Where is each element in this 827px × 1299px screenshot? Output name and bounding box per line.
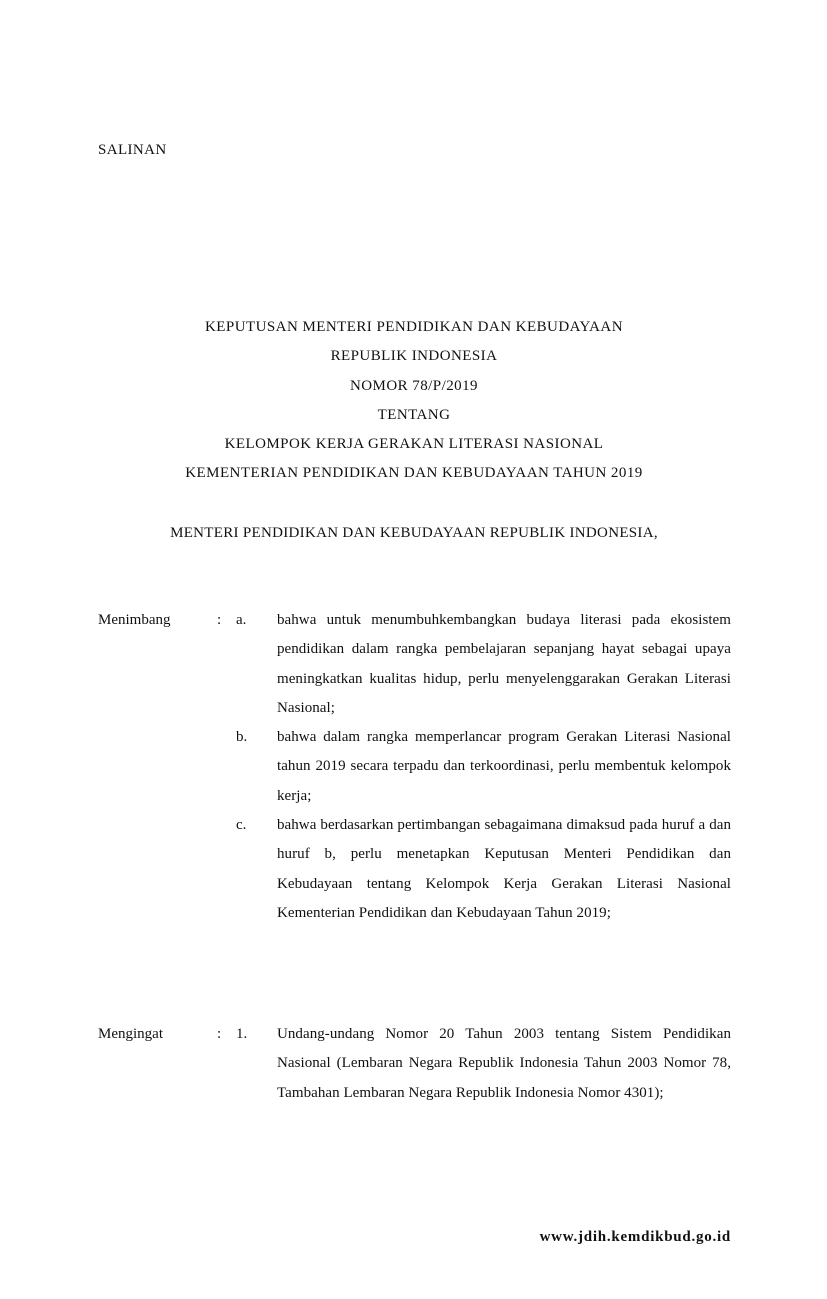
- copy-mark-salinan: SALINAN: [98, 142, 167, 158]
- section-label-mengingat: Mengingat: [98, 1026, 163, 1042]
- clause-marker-a: a.: [236, 612, 247, 628]
- section-menimbang: [98, 606, 731, 928]
- clause-marker-c: c.: [236, 817, 247, 834]
- clause-marker-b: b.: [236, 729, 248, 746]
- section-mengingat: [98, 1020, 731, 1108]
- clause-row: [98, 606, 731, 723]
- title-line-6: KEMENTERIAN PENDIDIKAN DAN KEBUDAYAAN TAHUN 2019: [185, 465, 643, 482]
- footer-url: www.jdih.kemdikbud.go.id: [539, 1229, 731, 1245]
- clause-text-c: bahwa berdasarkan pertimbangan sebagaimana dimaksud pada huruf a dan huruf b, perlu menetapkan Keputusan Menteri Pendidikan dan Kebudayaan tentang Kelompok Kerja Gerakan Literasi Nasional Kementerian Pendidikan dan Kebudayaan Tahun 2019;: [277, 817, 731, 921]
- clause-row: [98, 1020, 731, 1108]
- document-title-block: [98, 313, 730, 489]
- document-subject-line: MENTERI PENDIDIKAN DAN KEBUDAYAAN REPUBLIK INDONESIA,: [170, 525, 658, 541]
- clause-text-b: bahwa dalam rangka memperlancar program Gerakan Literasi Nasional tahun 2019 secara terpadu dan terkoordinasi, perlu membentuk kelompok kerja;: [277, 729, 731, 804]
- title-line-4: TENTANG: [377, 406, 451, 423]
- title-line-1: KEPUTUSAN MENTERI PENDIDIKAN DAN KEBUDAYAAN: [205, 319, 623, 335]
- clause-row: [98, 723, 731, 811]
- section-colon: :: [217, 612, 222, 628]
- clause-row: [98, 811, 731, 928]
- clause-text-1: Undang-undang Nomor 20 Tahun 2003 tentang Sistem Pendidikan Nasional (Lembaran Negara Republik Indonesia Tahun 2003 Nomor 78, Tambahan Lembaran Negara Republik Indonesia Nomor 4301);: [277, 1026, 731, 1101]
- section-label-menimbang: Menimbang: [98, 612, 171, 628]
- title-line-3: NOMOR 78/P/2019: [349, 377, 479, 394]
- title-line-2: REPUBLIK INDONESIA: [330, 348, 498, 365]
- clause-text-a: bahwa untuk menumbuhkembangkan budaya literasi pada ekosistem pendidikan dalam rangka pembelajaran sepanjang hayat sebagai upaya meningkatkan kualitas hidup, perlu menyelenggarakan Gerakan Literasi Nasional;: [277, 612, 731, 716]
- title-line-5: KELOMPOK KERJA GERAKAN LITERASI NASIONAL: [224, 436, 604, 453]
- section-colon: :: [217, 1026, 222, 1042]
- clause-marker-1: 1.: [236, 1026, 248, 1042]
